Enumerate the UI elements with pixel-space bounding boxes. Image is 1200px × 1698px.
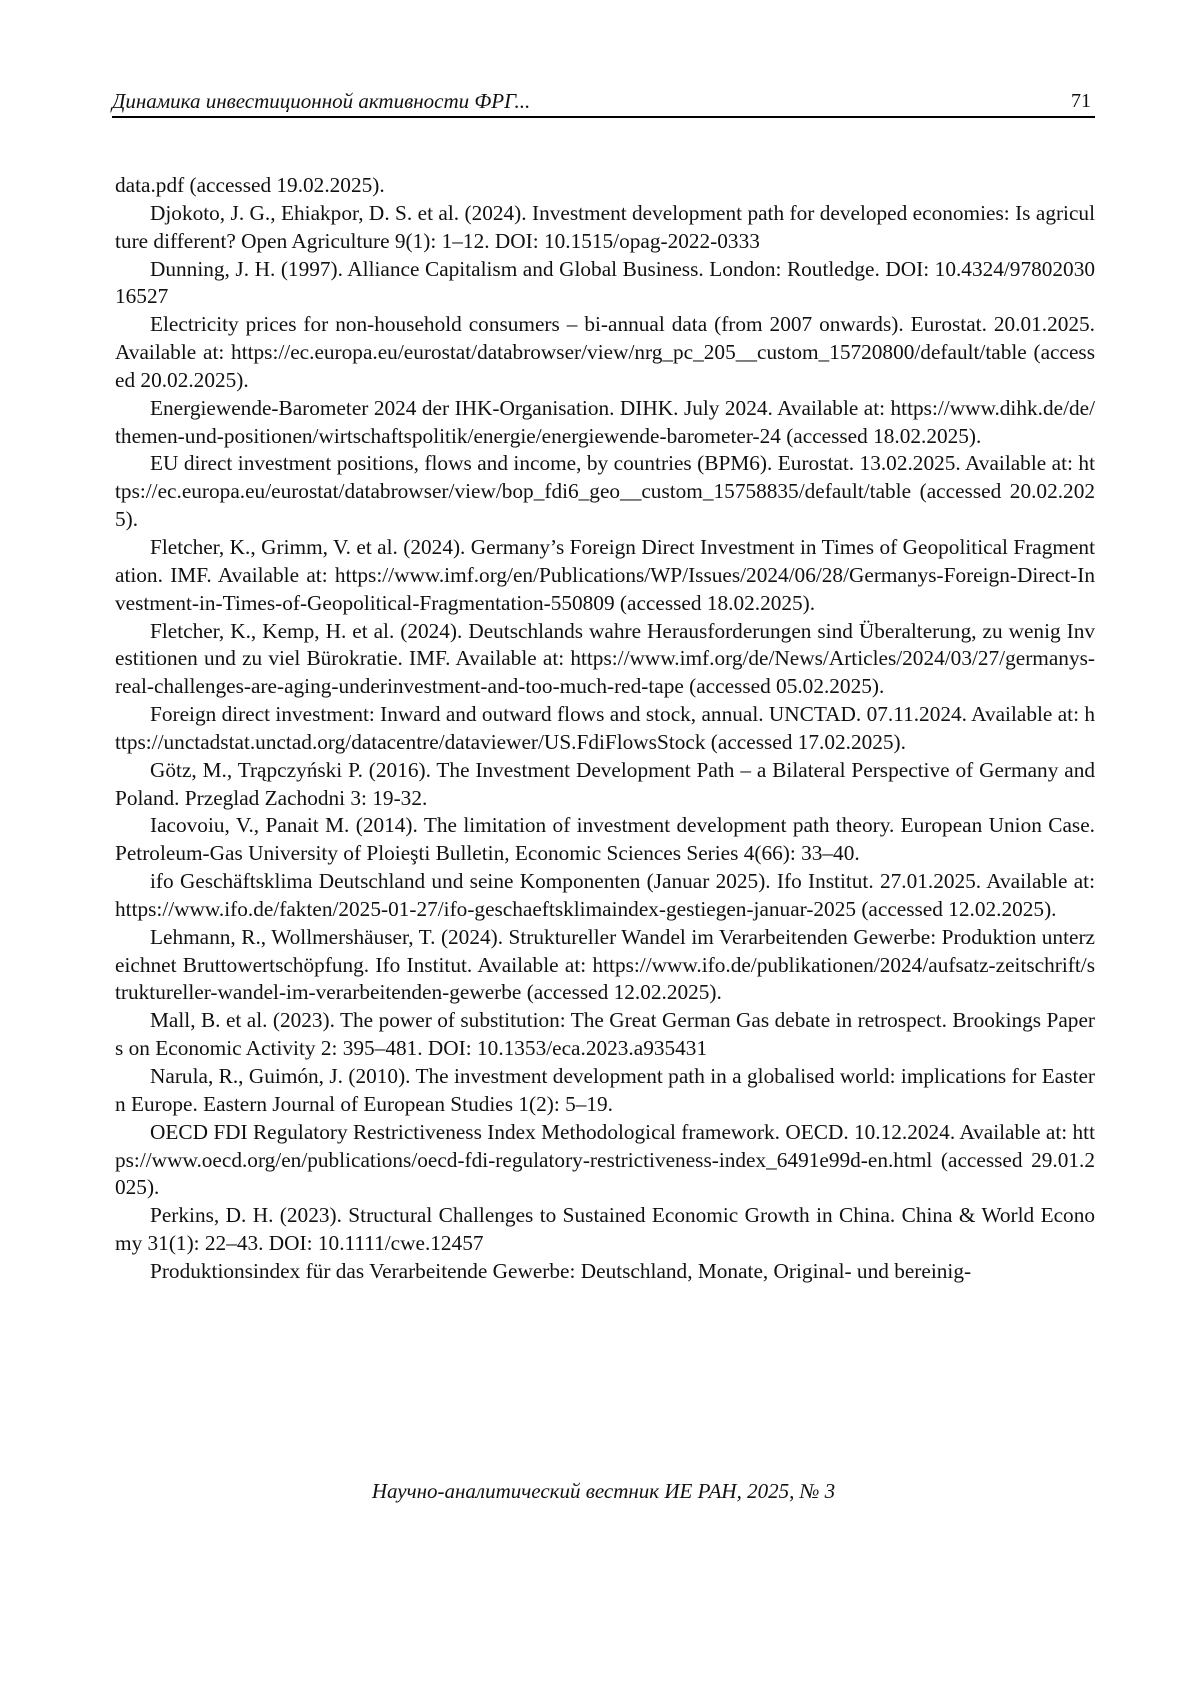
reference-perkins-2023: Perkins, D. H. (2023). Structural Challenges to Sustained Economic Growth in China. China & World Economy 31(1): 22–43. DOI: 10.1111/cwe.12457 bbox=[115, 1203, 1095, 1256]
reference-dunning-1997: Dunning, J. H. (1997). Alliance Capitalism and Global Business. London: Routledge. DOI: 10.4324/9780203016527 bbox=[115, 256, 1095, 309]
reference-gotz-2016: Götz, M., Trąpczyński P. (2016). The Investment Development Path – a Bilateral Perspective of Germany and Poland. Przeglad Zachodni 3: 19-32. bbox=[115, 757, 1095, 810]
reference-oecd-fdi-index: OECD FDI Regulatory Restrictiveness Index Methodological framework. OECD. 10.12.2024. Available at: https://www.oecd.org/en/publications/oecd-fdi-regulatory-restrictiveness-index_6491e99d-en.html (accessed 29.01.2025). bbox=[115, 1119, 1095, 1200]
reference-mall-2023: Mall, B. et al. (2023). The power of substitution: The Great German Gas debate in retrospect. Brookings Papers on Economic Activity 2: 395–481. DOI: 10.1353/eca.2023.a935431 bbox=[115, 1008, 1095, 1061]
reference-djokoto-2024: Djokoto, J. G., Ehiakpor, D. S. et al. (2024). Investment development path for developed economies: Is agriculture different? Open Agriculture 9(1): 1–12. DOI: 10.1515/opag-2022-0333 bbox=[115, 200, 1095, 253]
reference-narula-2010: Narula, R., Guimón, J. (2010). The investment development path in a globalised world: implications for Eastern Europe. Eastern Journal of European Studies 1(2): 5–19. bbox=[115, 1064, 1095, 1116]
reference-produktionsindex: Produktionsindex für das Verarbeitende Gewerbe: Deutschland, Monate, Original- und bereinig- bbox=[150, 1258, 972, 1283]
journal-footer: Научно-аналитический вестник ИЕ РАН, 2025, № 3 bbox=[371, 1479, 836, 1503]
reference-continued: data.pdf (accessed 19.02.2025). bbox=[115, 173, 385, 197]
reference-eurostat-fdi: EU direct investment positions, flows and income, by countries (BPM6). Eurostat. 13.02.2025. Available at: https://ec.europa.eu/eurostat/databrowser/view/bop_fdi6_geo__custom_15758835/default/table (accessed 20.02.2025). bbox=[115, 451, 1095, 532]
running-title: Динамика инвестиционной активности ФРГ... bbox=[112, 89, 531, 113]
reference-unctad-fdi: Foreign direct investment: Inward and outward flows and stock, annual. UNCTAD. 07.11.2024. Available at: https://unctadstat.unctad.org/datacentre/dataviewer/US.FdiFlowsStock (accessed 17.02.2025). bbox=[115, 702, 1095, 754]
reference-list bbox=[115, 172, 1095, 1286]
reference-lehmann-2024: Lehmann, R., Wollmershäuser, T. (2024). Struktureller Wandel im Verarbeitenden Gewerbe: Produktion unterzeichnet Bruttowertschöpfung. Ifo Institut. Available at: https://www.ifo.de/publikationen/2024/aufsatz-zeitschrift/struktureller-wandel-im-verarbeitenden-gewerbe (accessed 12.02.2025). bbox=[115, 924, 1095, 1005]
reference-eurostat-electricity: Electricity prices for non-household consumers – bi-annual data (from 2007 onwards). Eurostat. 20.01.2025. Available at: https://ec.europa.eu/eurostat/databrowser/view/nrg_pc_205__custom_15720800/default/table (accessed 20.02.2025). bbox=[115, 312, 1095, 392]
reference-energiewende-barometer: Energiewende-Barometer 2024 der IHK-Organisation. DIHK. July 2024. Available at: https://www.dihk.de/de/themen-und-positionen/wirtschaftspolitik/energie/energiewende-barometer-24 (accessed 18.02.2025). bbox=[115, 395, 1095, 448]
running-header bbox=[112, 82, 1095, 118]
reference-iacovoiu-2014: Iacovoiu, V., Panait M. (2014). The limitation of investment development path theory. European Union Case. Petroleum-Gas University of Ploieşti Bulletin, Economic Sciences Series 4(66): 33–40. bbox=[115, 813, 1095, 866]
page-number: 71 bbox=[1071, 90, 1091, 112]
reference-fletcher-kemp-2024: Fletcher, K., Kemp, H. et al. (2024). Deutschlands wahre Herausforderungen sind Überalterung, zu wenig Investitionen und zu viel Bürokratie. IMF. Available at: https://www.imf.org/de/News/Articles/2024/03/27/germanys-real-challenges-are-aging-underinvestment-and-too-much-red-tape (accessed 05.02.2025). bbox=[115, 618, 1095, 699]
reference-ifo-geschaeftsklima: ifo Geschäftsklima Deutschland und seine Komponenten (Januar 2025). Ifo Institut. 27.01.2025. Available at: https://www.ifo.de/fakten/2025-01-27/ifo-geschaeftsklimaindex-gestiegen-januar-2025 (accessed 12.02.2025). bbox=[115, 869, 1095, 921]
reference-fletcher-grimm-2024: Fletcher, K., Grimm, V. et al. (2024). Germany’s Foreign Direct Investment in Times of Geopolitical Fragmentation. IMF. Available at: https://www.imf.org/en/Publications/WP/Issues/2024/06/28/Germanys-Foreign-Direct-Investment-in-Times-of-Geopolitical-Fragmentation-550809 (accessed 18.02.2025). bbox=[115, 534, 1095, 615]
